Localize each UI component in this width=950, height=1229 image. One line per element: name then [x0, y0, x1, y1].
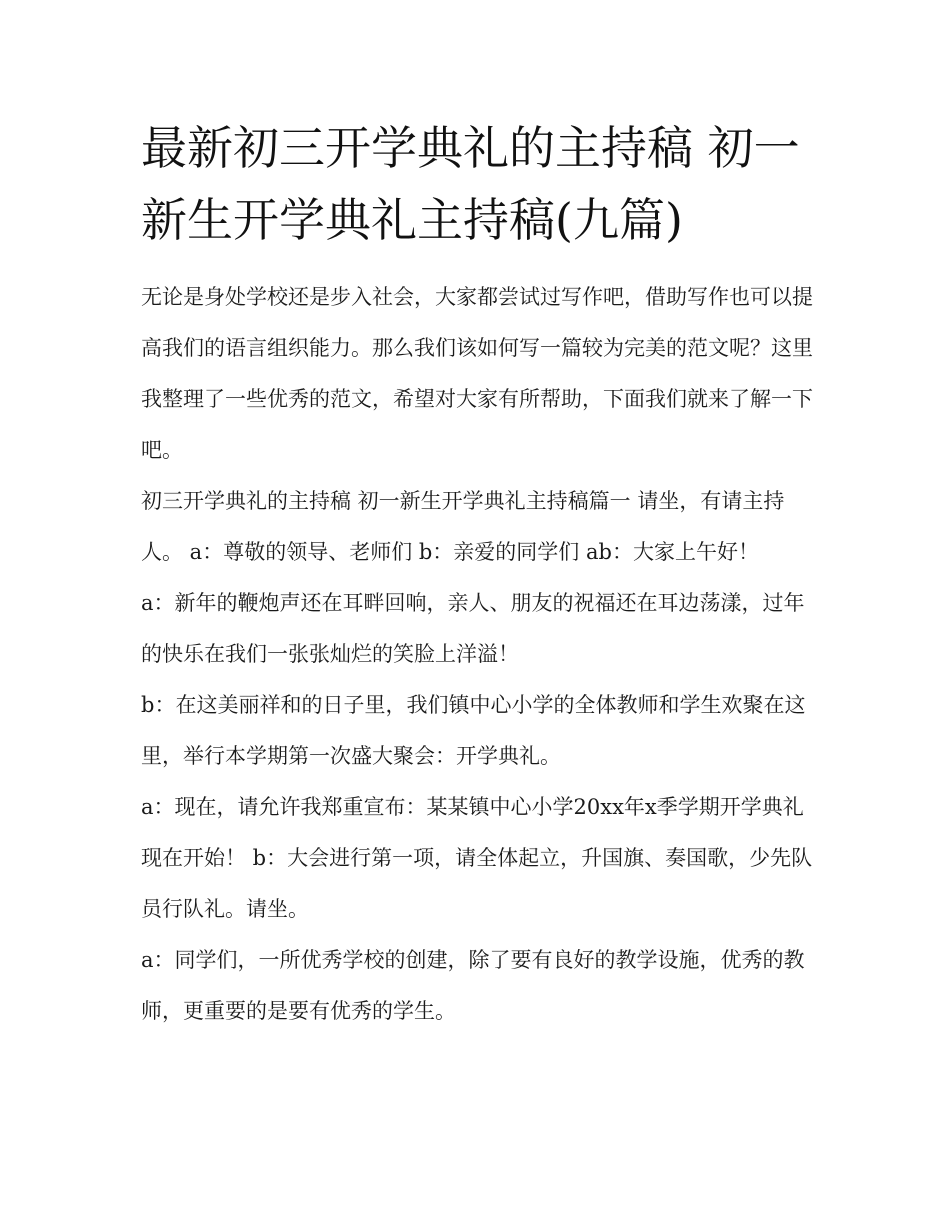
- paragraph-announcement: a：现在，请允许我郑重宣布：某某镇中心小学20xx年x季学期开学典礼现在开始！ b：大会进行第一项，请全体起立，升国旗、奏国歌，少先队员行队礼。请坐。: [141, 795, 813, 921]
- paragraph-intro: 无论是身处学校还是步入社会，大家都尝试过写作吧，借助写作也可以提高我们的语言组织能力。那么我们该如何写一篇较为完美的范文呢？这里我整理了一些优秀的范文，希望对大家有所帮助，下面我们就来了解一下吧。: [141, 285, 813, 462]
- paragraph-opening: 初三开学典礼的主持稿 初一新生开学典礼主持稿篇一 请坐，有请主持人。 a：尊敬的领导、老师们 b：亲爱的同学们 ab：大家上午好！: [141, 489, 785, 564]
- paragraph-gathering: b：在这美丽祥和的日子里，我们镇中心小学的全体教师和学生欢聚在这里，举行本学期第一次盛大聚会：开学典礼。: [141, 693, 806, 768]
- document-body: [141, 272, 813, 1037]
- paragraph-students: a：同学们，一所优秀学校的创建，除了要有良好的教学设施，优秀的教师，更重要的是要有优秀的学生。: [141, 948, 805, 1023]
- document-page: [141, 112, 813, 1037]
- paragraph-new-year: a：新年的鞭炮声还在耳畔回响，亲人、朋友的祝福还在耳边荡漾，过年的快乐在我们一张张灿烂的笑脸上洋溢！: [141, 591, 805, 666]
- document-title: 最新初三开学典礼的主持稿 初一新生开学典礼主持稿(九篇): [141, 121, 800, 247]
